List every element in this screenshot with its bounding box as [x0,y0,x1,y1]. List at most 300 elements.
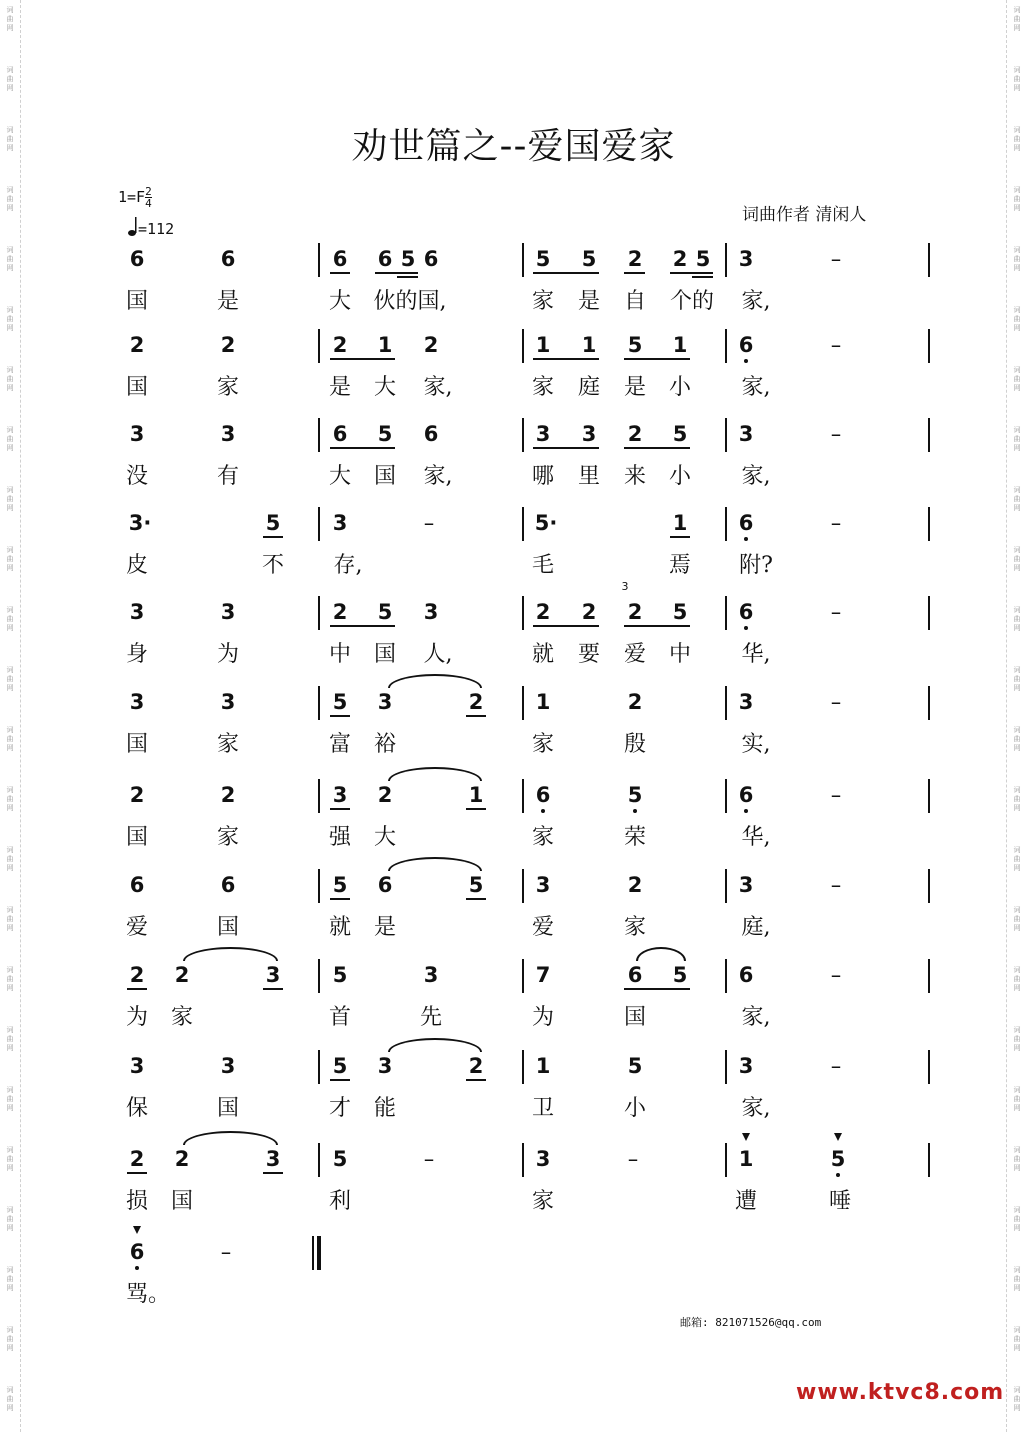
underline-beat [330,447,395,449]
lyric: 伙的国, [373,289,447,314]
note: 2 [627,247,643,271]
watermark-glyph [2,186,18,213]
note: 3 [332,783,348,807]
watermark-char: 曲 [6,855,14,863]
lyric: 为 [531,1005,555,1030]
lyric: 家, [423,375,453,400]
margin-line-right [1006,0,1007,1432]
underline-beat [670,536,690,538]
lyric: 国 [125,289,149,314]
note: 2 [377,783,393,807]
watermark-glyph [1009,1386,1025,1413]
lyric: 家 [531,1189,555,1214]
watermark-char: 曲 [6,315,14,323]
watermark-char: 曲 [6,615,14,623]
lyric: 家, [741,464,771,489]
watermark-char: 词 [1013,246,1021,254]
lyric: 里 [577,464,601,489]
watermark-char: 网 [6,624,14,632]
lyric: 大 [328,464,352,489]
note: 3 [265,963,281,987]
watermark-glyph [2,1326,18,1353]
note: 2 [129,783,145,807]
note: 6 [129,1240,145,1264]
watermark-glyph [1009,726,1025,753]
note: 5 [672,963,688,987]
watermark-char: 网 [1013,1164,1021,1172]
note: 1 [377,333,393,357]
lyric: 是 [328,375,352,400]
underline-beat [692,272,713,274]
watermark-char: 词 [6,426,14,434]
note: 1 [672,511,688,535]
triplet-mark: 3 [621,580,629,593]
watermark-char: 曲 [6,555,14,563]
barline [725,596,727,630]
watermark-char: 网 [6,504,14,512]
watermark-char: 网 [6,804,14,812]
lyric: 焉 [668,553,692,578]
watermark-char: 词 [6,126,14,134]
lyric: 遭 [734,1189,758,1214]
note: 2 [332,600,348,624]
watermark-char: 词 [1013,786,1021,794]
note: 5 [332,963,348,987]
watermark-char: 词 [6,1086,14,1094]
barline [318,686,320,720]
note: 5· [534,511,558,535]
note: 3 [220,600,236,624]
underline-beat [263,988,283,990]
lyric: 实, [741,732,771,757]
watermark-char: 网 [6,384,14,392]
note: 3 [129,690,145,714]
note: 5 [400,247,416,271]
watermark-char: 网 [1013,984,1021,992]
barline [725,507,727,541]
barline [928,686,930,720]
underline-beat [330,808,350,810]
watermark-char: 网 [6,1044,14,1052]
watermark-glyph [2,546,18,573]
underline-beat [330,625,395,627]
watermark-char: 曲 [1013,855,1021,863]
underline-beat [624,625,690,627]
watermark-char: 网 [6,264,14,272]
lyric: 附? [739,553,773,578]
note: 3 [423,600,439,624]
lyric: 中 [328,642,352,667]
note: 6 [129,873,145,897]
lyric: 国 [373,464,397,489]
watermark-glyph [1009,606,1025,633]
watermark-glyph [2,426,18,453]
lyric: 国 [623,1005,647,1030]
barline [725,779,727,813]
dash-sustain: – [830,511,842,535]
note: 2 [129,1147,145,1171]
note: 6 [535,783,551,807]
lyric: 哪 [531,464,555,489]
underline-beat [624,447,690,449]
barline [928,779,930,813]
watermark-glyph [2,1206,18,1233]
watermark-char: 词 [1013,6,1021,14]
note: 5 [672,600,688,624]
watermark-char: 词 [1013,1326,1021,1334]
watermark-char: 曲 [1013,1395,1021,1403]
barline [725,243,727,277]
watermark-char: 网 [1013,264,1021,272]
watermark-char: 词 [6,966,14,974]
note: 3 [738,873,754,897]
lyric: 是 [577,289,601,314]
watermark-char: 网 [6,1224,14,1232]
watermark-glyph [1009,66,1025,93]
watermark-glyph [2,6,18,33]
barline [928,869,930,903]
note: 6 [738,783,754,807]
watermark-char: 曲 [1013,1035,1021,1043]
octave-dot-below [744,537,748,541]
underline-beat [263,536,283,538]
note: 2 [627,873,643,897]
lyric: 就 [328,915,352,940]
lyric: 强 [328,825,352,850]
watermark-char: 曲 [1013,315,1021,323]
lyric: 大 [373,825,397,850]
watermark-char: 曲 [6,1215,14,1223]
watermark-char: 词 [1013,726,1021,734]
lyric: 能 [373,1096,397,1121]
lyric: 要 [577,642,601,667]
barline [522,418,524,452]
watermark-char: 网 [1013,684,1021,692]
underline-beat [330,1079,350,1081]
lyric: 有 [216,464,240,489]
watermark-char: 网 [6,564,14,572]
site-watermark: www.ktvc8.com [796,1380,1005,1405]
lyric: 是 [623,375,647,400]
watermark-char: 网 [6,1284,14,1292]
lyric: 来 [623,464,647,489]
watermark-glyph [1009,1026,1025,1053]
lyric: 家, [741,289,771,314]
watermark-char: 网 [6,84,14,92]
watermark-char: 曲 [6,675,14,683]
lyric: 富 [328,732,352,757]
watermark-char: 词 [1013,1386,1021,1394]
watermark-char: 曲 [6,1335,14,1343]
watermark-char: 曲 [1013,1335,1021,1343]
watermark-glyph [1009,906,1025,933]
lyric: 利 [328,1189,352,1214]
lyric: 爱 [531,915,555,940]
lyric: 先 [419,1005,443,1030]
note: 2 [174,963,190,987]
watermark-char: 网 [6,744,14,752]
watermark-char: 词 [6,1206,14,1214]
underline-beat [263,1172,283,1174]
underline-beat [330,272,350,274]
barline [522,959,524,993]
slur-tie [636,947,686,961]
watermark-char: 网 [6,984,14,992]
dash-sustain: – [830,600,842,624]
watermark-char: 网 [1013,924,1021,932]
note: 6 [738,600,754,624]
watermark-char: 网 [1013,1404,1021,1412]
lyric: 殷 [623,732,647,757]
underline-beat [533,625,599,627]
dash-sustain: – [423,511,435,535]
watermark-char: 曲 [6,975,14,983]
note: 2 [627,690,643,714]
watermark-char: 曲 [1013,1275,1021,1283]
octave-dot-below [836,1173,840,1177]
watermark-char: 曲 [6,15,14,23]
barline [318,959,320,993]
dash-sustain: – [830,783,842,807]
watermark-char: 曲 [6,75,14,83]
watermark-char: 曲 [1013,975,1021,983]
note: 3 [535,1147,551,1171]
lyric: 首 [328,1005,352,1030]
note: 5 [627,333,643,357]
barline [928,1050,930,1084]
slur-tie [183,1131,278,1145]
barline [725,329,727,363]
note: 2 [220,333,236,357]
octave-dot-below [744,809,748,813]
note: 3 [377,690,393,714]
note: 5 [332,690,348,714]
watermark-char: 词 [6,606,14,614]
underline-beat [127,988,147,990]
note: 5 [332,873,348,897]
note: 6 [627,963,643,987]
watermark-char: 网 [1013,1224,1021,1232]
barline [318,1143,320,1177]
tempo-value: =112 [138,220,175,238]
note: 1 [738,1147,754,1171]
watermark-glyph [2,906,18,933]
note: 3 [129,600,145,624]
note: 5 [265,511,281,535]
watermark-glyph [2,246,18,273]
watermark-char: 网 [1013,564,1021,572]
lyric: 为 [125,1005,149,1030]
note: 6 [738,333,754,357]
watermark-char: 曲 [1013,1095,1021,1103]
lyric: 国 [216,1096,240,1121]
watermark-char: 网 [6,864,14,872]
watermark-glyph [1009,1146,1025,1173]
key-signature [118,186,152,209]
lyric: 爱 [125,915,149,940]
lyric: 个的 [669,289,715,314]
watermark-char: 网 [6,24,14,32]
lyric: 家 [531,375,555,400]
note: 5 [332,1054,348,1078]
note: 6 [738,511,754,535]
lyric: 小 [668,375,692,400]
lyric: 唾 [828,1189,852,1214]
watermark-char: 词 [6,546,14,554]
barline [312,1236,314,1270]
watermark-char: 词 [1013,306,1021,314]
barline [725,869,727,903]
watermark-char: 词 [1013,426,1021,434]
watermark-glyph [2,606,18,633]
note: 5 [581,247,597,271]
tempo-marking [128,217,174,238]
watermark-glyph [2,846,18,873]
final-barline [317,1236,321,1270]
note: 2 [627,422,643,446]
watermark-char: 网 [1013,84,1021,92]
watermark-char: 网 [1013,1044,1021,1052]
note: 3 [332,511,348,535]
dash-sustain: – [830,963,842,987]
underline-beat [692,276,713,278]
note: 2 [535,600,551,624]
note: 6 [129,247,145,271]
note: 3 [220,690,236,714]
watermark-char: 曲 [6,1275,14,1283]
watermark-char: 曲 [1013,795,1021,803]
watermark-char: 曲 [1013,555,1021,563]
note: 5 [672,422,688,446]
lyric: 华, [741,642,771,667]
watermark-char: 网 [6,204,14,212]
watermark-char: 词 [6,846,14,854]
lyric: 庭, [741,915,771,940]
underline-beat [330,898,350,900]
watermark-char: 曲 [6,135,14,143]
note: 3 [129,1054,145,1078]
note: 2 [672,247,688,271]
lyric: 损 [125,1189,149,1214]
watermark-char: 网 [1013,744,1021,752]
watermark-char: 词 [6,486,14,494]
underline-beat [533,272,599,274]
watermark-char: 网 [6,1104,14,1112]
watermark-glyph [2,666,18,693]
watermark-char: 曲 [1013,1155,1021,1163]
watermark-glyph [1009,546,1025,573]
barline [522,329,524,363]
note: 3 [581,422,597,446]
lyric: 没 [125,464,149,489]
watermark-char: 词 [6,1146,14,1154]
lyric: 保 [125,1096,149,1121]
watermark-char: 词 [1013,1146,1021,1154]
note: 5 [377,422,393,446]
lyric: 家 [216,825,240,850]
lyric: 卫 [531,1096,555,1121]
slur-tie [183,947,278,961]
watermark-glyph [2,966,18,993]
lyric: 国 [170,1189,194,1214]
dash-sustain: – [830,873,842,897]
watermark-char: 曲 [6,1095,14,1103]
note: 6 [220,873,236,897]
slur-tie [388,767,482,781]
note: 3 [738,690,754,714]
watermark-char: 词 [6,6,14,14]
watermark-glyph [1009,6,1025,33]
margin-line-left [20,0,21,1432]
note: 2 [332,333,348,357]
watermark-char: 网 [1013,1284,1021,1292]
watermark-char: 曲 [6,1395,14,1403]
lyric: 人, [423,642,453,667]
note: 5 [830,1147,846,1171]
barline [725,1143,727,1177]
watermark-char: 网 [6,684,14,692]
octave-dot-below [744,626,748,630]
watermark-char: 曲 [1013,915,1021,923]
barline [928,596,930,630]
watermark-glyph [2,726,18,753]
dash-sustain: – [830,333,842,357]
note: 6 [332,422,348,446]
watermark-char: 曲 [1013,375,1021,383]
barline [522,686,524,720]
watermark-glyph [2,306,18,333]
barline [928,243,930,277]
underline-beat [466,1079,486,1081]
watermark-char: 网 [1013,24,1021,32]
watermark-char: 词 [1013,1266,1021,1274]
note: 1 [535,1054,551,1078]
underline-beat [466,715,486,717]
watermark-char: 曲 [1013,615,1021,623]
dash-sustain: – [220,1240,232,1264]
watermark-char: 网 [6,444,14,452]
barline [522,243,524,277]
note: 2 [423,333,439,357]
underline-beat [330,358,395,360]
watermark-glyph [1009,966,1025,993]
barline [318,418,320,452]
underline-beat [466,898,486,900]
barline [522,779,524,813]
time-signature [145,186,152,209]
watermark-glyph [2,1086,18,1113]
watermark-glyph [2,66,18,93]
watermark-glyph [1009,426,1025,453]
lyric: 大 [373,375,397,400]
note: 2 [129,333,145,357]
time-denominator: 4 [145,197,152,210]
watermark-char: 曲 [6,255,14,263]
watermark-char: 曲 [6,495,14,503]
watermark-char: 词 [1013,186,1021,194]
barline [318,1050,320,1084]
note: 3 [265,1147,281,1171]
note: 3 [738,247,754,271]
lyric: 大 [328,289,352,314]
watermark-char: 曲 [1013,195,1021,203]
underline-beat [330,715,350,717]
lyric: 是 [216,289,240,314]
lyric: 身 [125,642,149,667]
side-watermark-right [1009,0,1025,1432]
watermark-char: 词 [6,1026,14,1034]
lyric: 爱 [623,642,647,667]
